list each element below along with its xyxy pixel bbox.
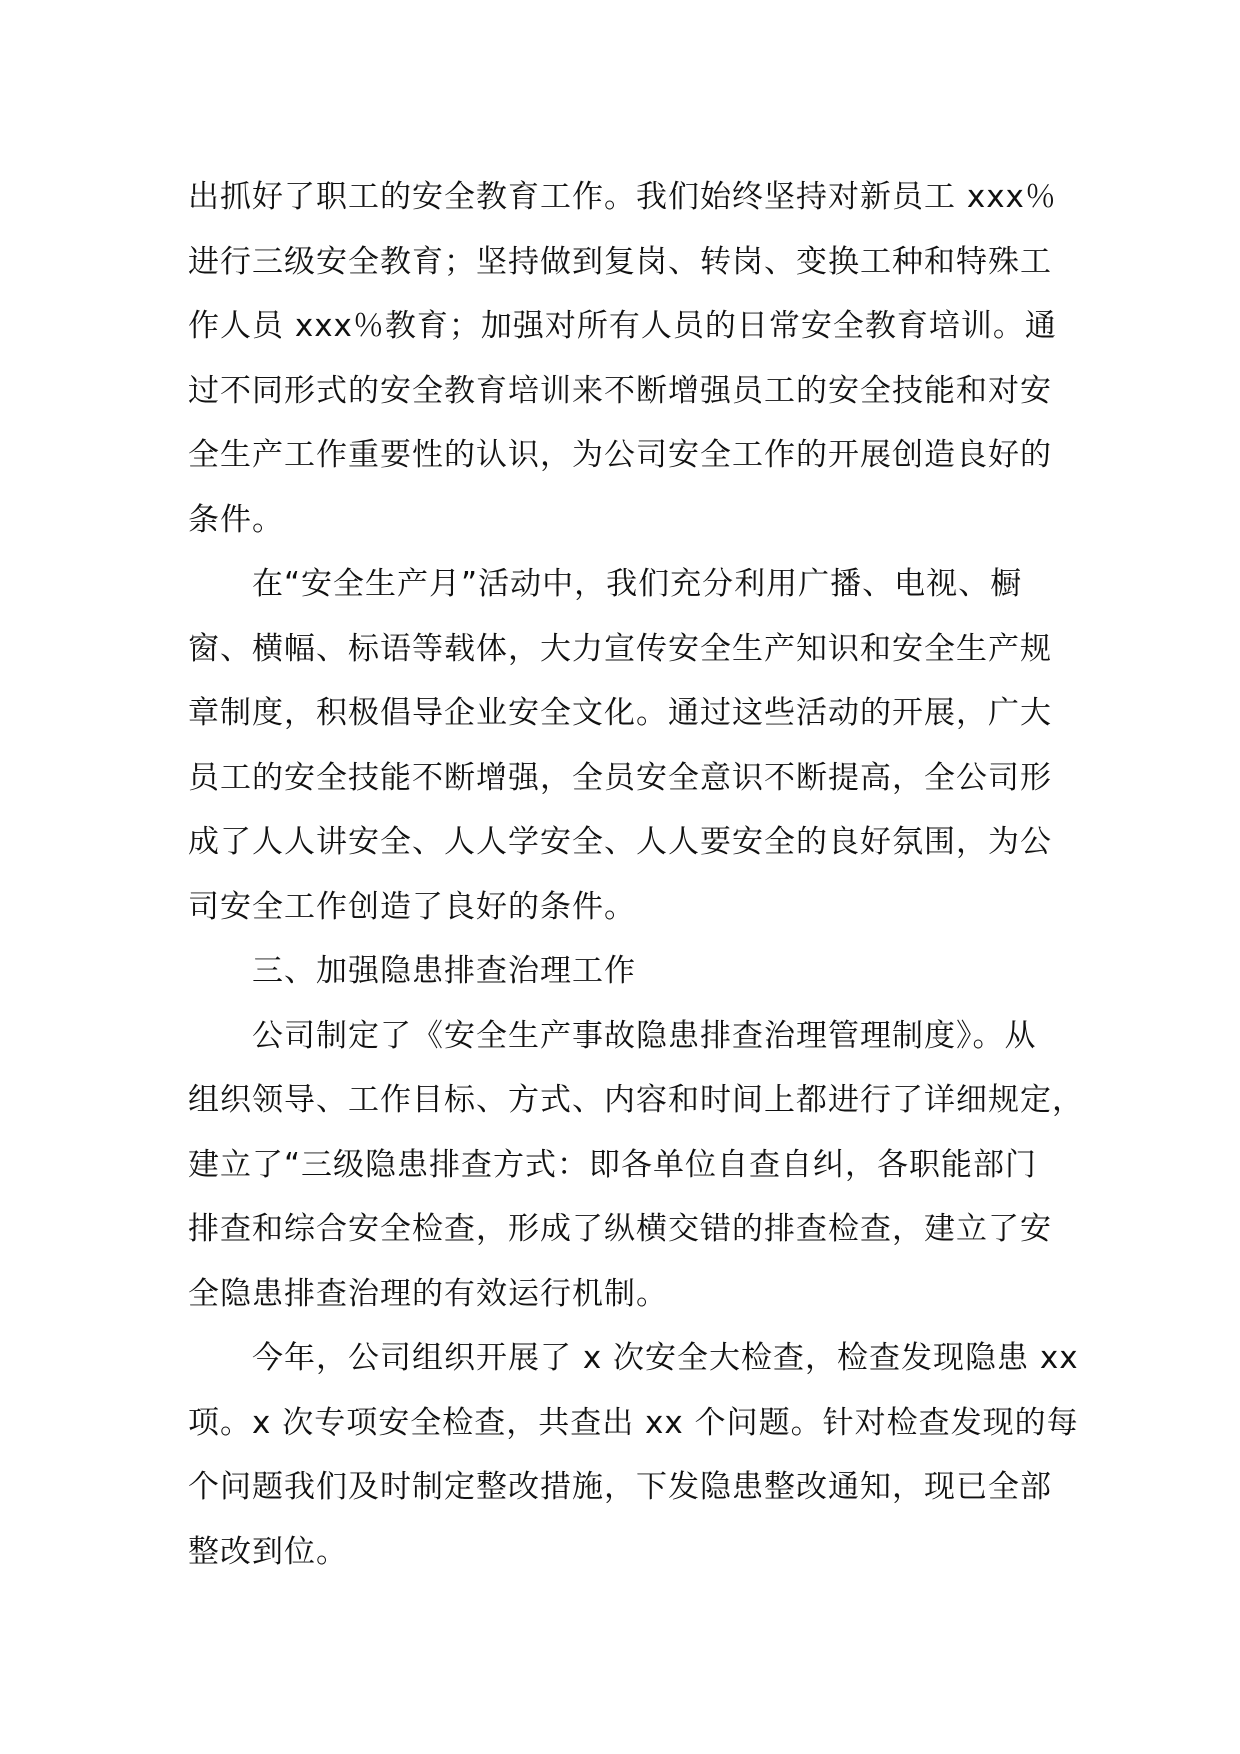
text-line: 项。x 次专项安全检查，共查出 xx 个问题。针对检查发现的每 (188, 1404, 1079, 1441)
text-line: 作人员 xxx％教育；加强对所有人员的日常安全教育培训。通 (188, 308, 1057, 344)
text-line: 建立了“三级隐患排查方式：即各单位自查自纠，各职能部门 (188, 1146, 1038, 1183)
text-line: 全生产工作重要性的认识，为公司安全工作的开展创造良好的 (188, 437, 1052, 473)
text-line: 窗、横幅、标语等载体，大力宣传安全生产知识和安全生产规 (188, 630, 1052, 667)
paragraph-start-line: 今年，公司组织开展了 x 次安全大检查，检查发现隐患 xx (252, 1340, 1079, 1376)
text-line: 过不同形式的安全教育培训来不断增强员工的安全技能和对安 (188, 372, 1052, 409)
text-line: 组织领导、工作目标、方式、内容和时间上都进行了详细规定， (188, 1082, 1084, 1118)
text-line: 整改到位。 (188, 1533, 348, 1570)
paragraph-start-line: 公司制定了《安全生产事故隐患排查治理管理制度》。从 (252, 1017, 1037, 1054)
text-line: 司安全工作创造了良好的条件。 (188, 888, 636, 925)
text-line: 条件。 (188, 501, 284, 538)
text-line: 出抓好了职工的安全教育工作。我们始终坚持对新员工 xxx％ (188, 179, 1057, 215)
document-body (188, 165, 1084, 1584)
text-line: 进行三级安全教育；坚持做到复岗、转岗、变换工种和特殊工 (188, 243, 1052, 280)
text-line: 成了人人讲安全、人人学安全、人人要安全的良好氛围，为公 (188, 824, 1052, 860)
paragraph-start-line: 在“安全生产月”活动中，我们充分利用广播、电视、橱 (252, 566, 1023, 602)
text-line: 个问题我们及时制定整改措施，下发隐患整改通知，现已全部 (188, 1469, 1052, 1505)
section-heading: 三、加强隐患排查治理工作 (252, 953, 636, 989)
text-line: 全隐患排查治理的有效运行机制。 (188, 1275, 668, 1312)
text-line: 章制度，积极倡导企业安全文化。通过这些活动的开展，广大 (188, 695, 1052, 731)
text-line: 员工的安全技能不断增强，全员安全意识不断提高，全公司形 (188, 759, 1052, 796)
text-line: 排查和综合安全检查，形成了纵横交错的排查检查，建立了安 (188, 1211, 1052, 1247)
